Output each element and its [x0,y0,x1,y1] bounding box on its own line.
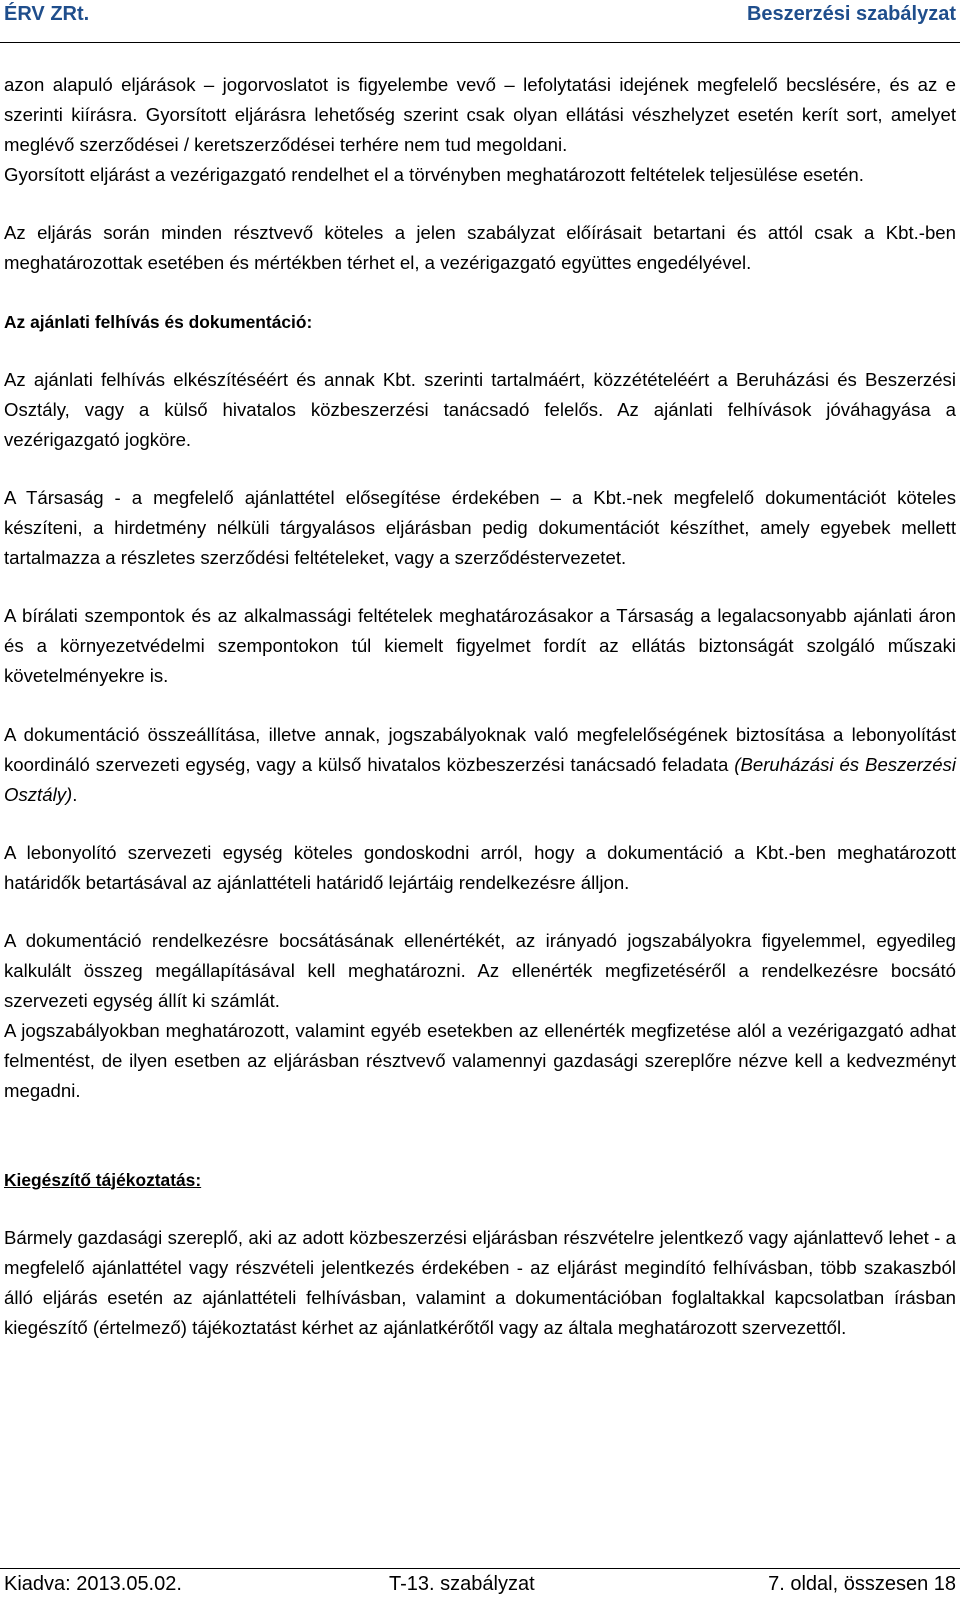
paragraph-4: Az ajánlati felhívás elkészítéséért és annak Kbt. szerinti tartalmáért, közzétételéért a Beruházási és Beszerzési Osztály, vagy a külső hivatalos közbeszerzési tanácsadó felelős. Az ajánlati felhívások jóváhagyása a vezérigazgató jogköre. [4,368,956,450]
paragraph-5: A Társaság - a megfelelő ajánlattétel elősegítése érdekében – a Kbt.-nek megfelelő dokumentációt köteles készíteni, a hirdetmény nélküli tárgyalásos eljárásban pedig dokumentációt készíthet, amely egyebek mellett tartalmazza a részletes szerződési feltételeket, vagy a szerződéstervezetet. [4,486,956,569]
paragraph-11: Bármely gazdasági szereplő, aki az adott közbeszerzési eljárásban részvételre jelentkező vagy ajánlattevő lehet - a megfelelő ajánlattétel vagy részvételi jelentkezés érdekében - az eljárást megindító felhívásban, több szakaszból álló eljárás esetén az ajánlattételi felhívásban, valamint a dokumentációban foglaltakkal kapcsolatban írásban kiegészítő (értelmező) tájékoztatást kérhet az ajánlatkérőtől vagy az általa meghatározott szervezettől. [4,1226,956,1338]
company-name: ÉRV ZRt. [4,3,90,25]
paragraph-2: Gyorsított eljárást a vezérigazgató rendelhet el a törvényben meghatározott feltételek teljesülése esetén. [4,164,864,186]
page-header [0,0,960,43]
paragraph-10: A jogszabályokban meghatározott, valamint egyéb esetekben az ellenérték megfizetése alól a vezérigazgató adhat felmentést, de ilyen esetben az eljárásban résztvevő valamennyi gazdasági szereplőre nézve kell a kedvezményt megadni. [4,1020,956,1102]
paragraph-8: A lebonyolító szervezeti egység köteles gondoskodni arról, hogy a dokumentáció a Kbt.-ben meghatározott határidők betartásával az ajánlattételi határidő lejártáig rendelkezésre álljon. [4,841,956,893]
section-heading-offer: Az ajánlati felhívás és dokumentáció: [4,311,313,332]
regulation-id: T-13. szabályzat [389,1573,535,1595]
section-heading-supplementary: Kiegészítő tájékoztatás: [4,1169,202,1190]
paragraph-1: azon alapuló eljárások – jogorvoslatot is figyelembe vevő – lefolytatási idejének megfelelő becslésére, és az e szerinti kiírásra. Gyorsított eljárásra lehetőség szerint csak olyan ellátási vészhelyzet esetén kerít sort, amelyet meglévő szerződései / keretszerződései terhére nem tud megoldani. [4,74,956,156]
page-footer [0,1568,960,1598]
paragraph-3: Az eljárás során minden résztvevő köteles a jelen szabályzat előírásait betartani és attól csak a Kbt.-ben meghatározottak esetében és mértékben térhet el, a vezérigazgató együttes engedélyével. [4,222,956,274]
document-title: Beszerzési szabályzat [746,3,956,25]
page-number: 7. oldal, összesen 18 [768,1573,956,1595]
paragraph-9: A dokumentáció rendelkezésre bocsátásának ellenértékét, az irányadó jogszabályokra figyelemmel, egyedileg kalkulált összeg megállapításával kell meghatározni. Az ellenérték megfizetéséről a rendelkezésre bocsátó szervezeti egység állít ki számlát. [4,929,956,1012]
paragraph-7 [4,720,956,810]
document-body [4,70,956,1343]
paragraph-7-end: . [72,783,78,805]
paragraph-7-text: A dokumentáció összeállítása, illetve annak, jogszabályoknak való megfelelőségének biztosítása a lebonyolítást koordináló szervezeti egység, vagy a külső hivatalos közbeszerzési tanácsadó feladata [4,723,956,775]
issue-date: Kiadva: 2013.05.02. [4,1573,182,1595]
paragraph-7-italic: (Beruházási és Beszerzési Osztály) [4,753,956,805]
paragraph-6: A bírálati szempontok és az alkalmassági feltételek meghatározásakor a Társaság a legalacsonyabb ajánlati áron és a környezetvédelmi szempontokon túl kiemelt figyelmet fordít az ellátás biztonságát szolgáló műszaki követelményekre is. [4,605,956,687]
